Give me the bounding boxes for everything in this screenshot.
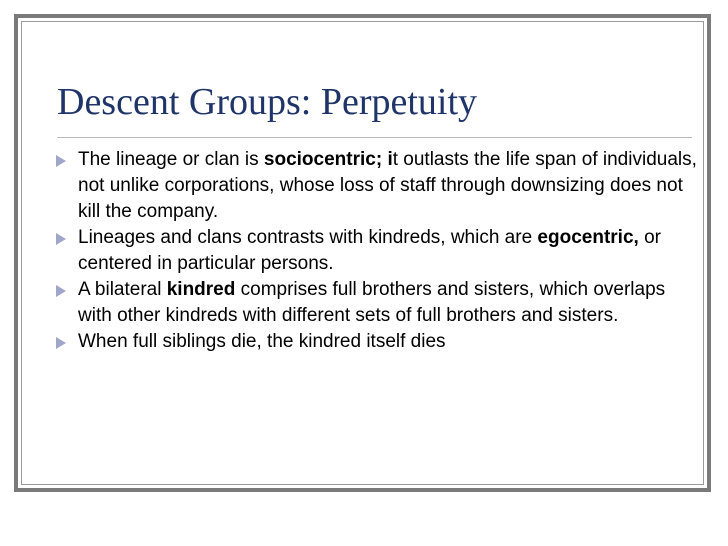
bullet-text-bold-segment: egocentric, <box>537 227 639 248</box>
bullet-triangle-icon <box>56 155 66 167</box>
title-divider <box>57 137 692 138</box>
bullet-list <box>52 147 702 355</box>
bullet-text-bold-segment: kindred <box>166 279 236 300</box>
bullet-item <box>52 225 702 277</box>
bullet-item <box>52 277 702 329</box>
bullet-triangle-icon <box>56 285 66 297</box>
bullet-text-segment: Lineages and clans contrasts with kindreds, which are <box>78 227 538 248</box>
bullet-text-segment: or centered in particular persons. <box>78 227 661 274</box>
bullet-item <box>52 147 702 225</box>
bullet-item <box>52 329 702 355</box>
bullet-text-segment: The lineage or clan is <box>78 149 264 170</box>
bullet-text-segment: comprises full brothers and sisters, which overlaps with other kindreds with different sets of full brothers and sisters. <box>78 279 666 326</box>
bullet-text-segment: A bilateral <box>78 279 167 300</box>
bullet-text-segment: When full siblings die, the kindred itself dies <box>78 331 446 352</box>
bullet-text-bold-segment: sociocentric; <box>263 149 388 170</box>
bullet-triangle-icon <box>56 233 66 245</box>
bullet-text-bold-segment: i <box>387 149 393 170</box>
slide-title: Descent Groups: Perpetuity <box>57 81 478 123</box>
bullet-triangle-icon <box>56 337 66 349</box>
bullet-text-segment: t outlasts the life span of individuals, not unlike corporations, whose loss of staff through downsizing does not kill the company. <box>78 149 697 222</box>
